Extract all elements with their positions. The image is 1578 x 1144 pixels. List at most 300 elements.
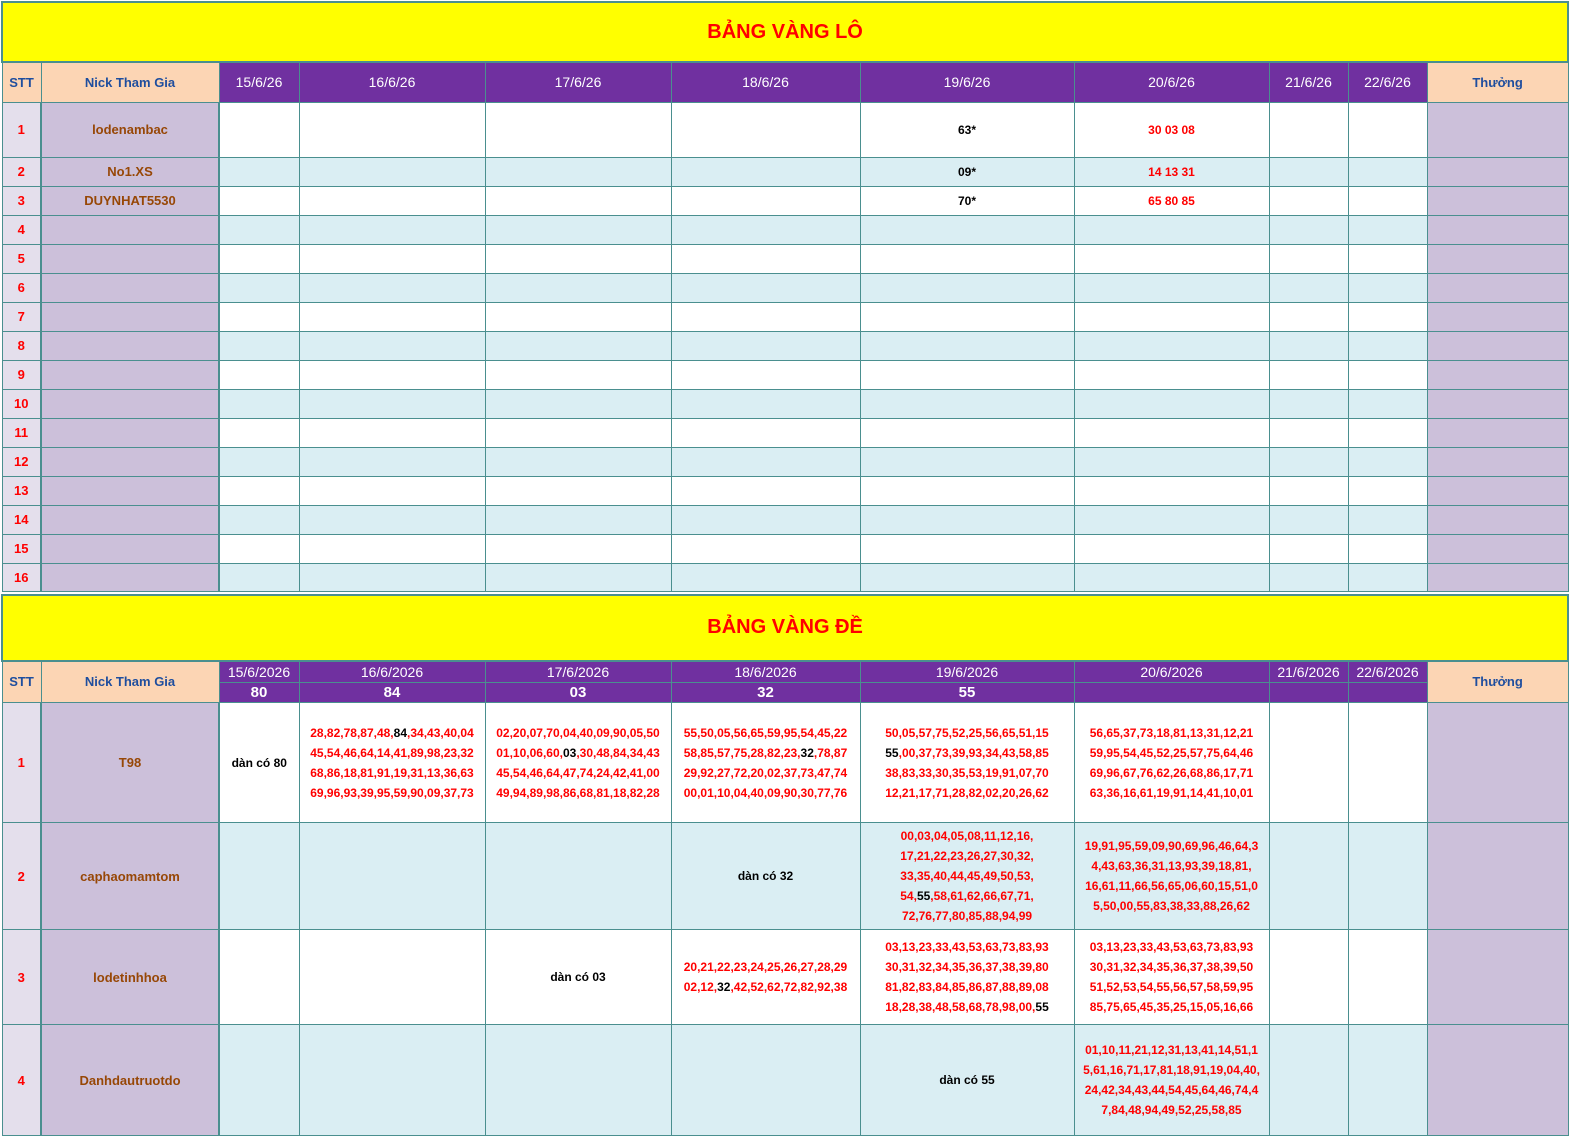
de-cell <box>1269 1025 1348 1136</box>
lo-cell <box>671 273 860 302</box>
row-thuong <box>1427 244 1568 273</box>
lo-cell <box>219 186 299 215</box>
lo-cell <box>299 302 485 331</box>
number-segment: ,78,87 <box>813 745 848 760</box>
de-cell <box>860 1025 1074 1136</box>
lo-header-date: 17/6/26 <box>485 62 671 102</box>
lo-header-date: 16/6/26 <box>299 62 485 102</box>
row-thuong <box>1427 302 1568 331</box>
number-list <box>300 723 485 803</box>
lo-cell <box>1269 186 1348 215</box>
de-cell <box>1348 703 1427 823</box>
number-segment: ,30,48,84,34,43 <box>576 745 660 760</box>
lo-cell <box>1269 563 1348 591</box>
de-cell <box>299 703 485 823</box>
row-nick: T98 <box>41 703 219 823</box>
de-header-nick: Nick Tham Gia <box>41 661 219 703</box>
number-segment: 5,61,16,71,17,81,18,91,19,04,40, <box>1083 1063 1260 1077</box>
lo-cell <box>1269 244 1348 273</box>
lo-cell <box>1269 157 1348 186</box>
lo-row <box>2 331 1568 360</box>
row-nick <box>41 447 219 476</box>
hit-number: 32 <box>800 745 814 760</box>
number-line <box>1077 1060 1267 1080</box>
number-line <box>863 977 1072 997</box>
lo-cell <box>671 102 860 157</box>
lo-cell <box>485 534 671 563</box>
lo-cell <box>485 302 671 331</box>
lo-cell <box>1074 244 1269 273</box>
lo-cell <box>860 273 1074 302</box>
de-cell <box>671 703 860 823</box>
row-thuong <box>1427 186 1568 215</box>
lo-cell <box>299 157 485 186</box>
number-segment: 17,21,22,23,26,27,30,32, <box>900 849 1034 863</box>
de-cell <box>485 703 671 823</box>
number-segment: 02,12, <box>683 980 718 994</box>
lo-cell <box>1269 302 1348 331</box>
de-cell <box>485 823 671 930</box>
de-cell <box>485 930 671 1025</box>
hit-number: 03 <box>562 745 577 760</box>
number-segment: ,58,61,62,66,67,71, <box>930 889 1034 903</box>
de-result: 03 <box>485 683 671 703</box>
lo-cell <box>1348 215 1427 244</box>
de-row <box>2 823 1568 930</box>
de-cell <box>671 823 860 930</box>
lo-table <box>1 1 1569 592</box>
number-list <box>1075 723 1269 803</box>
lo-cell <box>1348 302 1427 331</box>
lo-cell <box>299 186 485 215</box>
lo-cell <box>1074 331 1269 360</box>
number-line <box>863 937 1072 957</box>
de-cell <box>1074 823 1269 930</box>
de-cell <box>860 823 1074 930</box>
number-line <box>863 826 1072 846</box>
row-nick <box>41 476 219 505</box>
lo-cell <box>1348 389 1427 418</box>
de-row <box>2 703 1568 823</box>
lo-cell <box>1348 102 1427 157</box>
de-cell <box>1074 930 1269 1025</box>
lo-cell <box>1269 102 1348 157</box>
lo-cell <box>219 447 299 476</box>
number-line <box>863 783 1072 803</box>
number-list <box>672 957 860 997</box>
number-line <box>863 957 1072 977</box>
row-stt: 6 <box>2 273 41 302</box>
de-cell <box>485 1025 671 1136</box>
number-line <box>488 783 669 803</box>
lo-cell <box>299 476 485 505</box>
lo-cell <box>219 244 299 273</box>
number-segment: 63,36,16,61,19,91,14,41,10,01 <box>1089 785 1254 800</box>
lo-cell <box>485 447 671 476</box>
de-header-date: 19/6/2026 <box>860 661 1074 683</box>
de-cell <box>1269 823 1348 930</box>
lo-cell <box>485 331 671 360</box>
lo-cell <box>671 534 860 563</box>
lo-cell <box>671 215 860 244</box>
lo-header-row <box>2 62 1568 102</box>
row-nick <box>41 302 219 331</box>
number-segment: 01,10,06,60, <box>496 745 563 760</box>
lo-cell <box>1269 331 1348 360</box>
row-stt: 16 <box>2 563 41 591</box>
de-cell <box>299 1025 485 1136</box>
hit-number: 55 <box>885 745 899 760</box>
number-segment: 81,82,83,84,85,86,87,88,89,08 <box>885 980 1049 994</box>
number-line <box>302 763 483 783</box>
number-line <box>1077 957 1267 977</box>
de-header-date: 21/6/2026 <box>1269 661 1348 683</box>
lo-cell <box>219 331 299 360</box>
number-line <box>863 906 1072 926</box>
number-line <box>863 997 1072 1017</box>
lo-cell <box>299 215 485 244</box>
de-cell <box>1348 1025 1427 1136</box>
number-segment: 20,21,22,23,24,25,26,27,28,29 <box>683 960 848 974</box>
lo-cell: 70* <box>860 186 1074 215</box>
number-list <box>861 826 1074 926</box>
number-line <box>863 866 1072 886</box>
dan-label: dàn có 03 <box>550 970 606 984</box>
lo-cell <box>299 331 485 360</box>
lo-cell <box>1269 273 1348 302</box>
de-cell <box>1269 930 1348 1025</box>
lo-cell: 09* <box>860 157 1074 186</box>
row-stt: 8 <box>2 331 41 360</box>
lo-cell <box>671 447 860 476</box>
lo-cell <box>1269 476 1348 505</box>
lo-cell <box>1269 534 1348 563</box>
lo-cell <box>219 102 299 157</box>
lo-cell <box>485 102 671 157</box>
number-segment: 69,96,67,76,62,26,68,86,17,71 <box>1089 765 1254 780</box>
lo-cell <box>299 563 485 591</box>
row-thuong <box>1427 930 1568 1025</box>
number-list <box>861 937 1074 1017</box>
lo-cell <box>671 389 860 418</box>
number-line <box>674 763 858 783</box>
lo-header-date: 15/6/26 <box>219 62 299 102</box>
de-header-row <box>2 661 1568 683</box>
lo-cell <box>1348 534 1427 563</box>
number-line <box>1077 997 1267 1017</box>
lo-header-date: 19/6/26 <box>860 62 1074 102</box>
lo-cell <box>1348 476 1427 505</box>
number-list <box>486 723 671 803</box>
row-thuong <box>1427 215 1568 244</box>
number-segment: 72,76,77,80,85,88,94,99 <box>901 909 1033 923</box>
number-line <box>674 723 858 743</box>
lo-cell <box>860 302 1074 331</box>
hit-number: 84 <box>393 725 408 740</box>
lo-header-stt: STT <box>2 62 41 102</box>
lo-cell <box>1348 505 1427 534</box>
lo-cell: 30 03 08 <box>1074 102 1269 157</box>
lo-cell <box>671 360 860 389</box>
number-list <box>1075 1040 1269 1120</box>
row-stt: 14 <box>2 505 41 534</box>
de-result: 32 <box>671 683 860 703</box>
lo-cell <box>860 505 1074 534</box>
lo-cell <box>485 389 671 418</box>
lo-cell <box>219 563 299 591</box>
row-stt: 15 <box>2 534 41 563</box>
row-nick <box>41 418 219 447</box>
lo-cell <box>671 563 860 591</box>
lo-header-nick: Nick Tham Gia <box>41 62 219 102</box>
number-segment: 56,65,37,73,18,81,13,31,12,21 <box>1089 725 1254 740</box>
number-line <box>488 743 669 763</box>
lo-cell <box>671 186 860 215</box>
number-segment: 7,84,48,94,49,52,25,58,85 <box>1101 1103 1242 1117</box>
lo-row <box>2 157 1568 186</box>
number-line <box>1077 1080 1267 1100</box>
lo-cell <box>299 360 485 389</box>
de-header-date: 17/6/2026 <box>485 661 671 683</box>
lo-row <box>2 418 1568 447</box>
lo-row <box>2 302 1568 331</box>
lo-header-date: 21/6/26 <box>1269 62 1348 102</box>
number-segment: 45,54,46,64,47,74,24,42,41,00 <box>496 765 660 780</box>
number-segment: 01,10,11,21,12,31,13,41,14,51,1 <box>1085 1043 1258 1057</box>
row-thuong <box>1427 534 1568 563</box>
row-stt: 4 <box>2 1025 41 1136</box>
row-nick <box>41 331 219 360</box>
number-segment: 00,01,10,04,40,09,90,30,77,76 <box>683 785 848 800</box>
de-result <box>1269 683 1348 703</box>
lo-row <box>2 102 1568 157</box>
row-nick: lodetinhhoa <box>41 930 219 1025</box>
lo-cell <box>485 360 671 389</box>
row-nick: lodenambac <box>41 102 219 157</box>
lo-cell <box>860 563 1074 591</box>
lo-cell <box>671 302 860 331</box>
number-segment: 45,54,46,64,14,41,89,98,23,32 <box>310 745 474 760</box>
lo-cell <box>1348 273 1427 302</box>
row-nick: DUYNHAT5530 <box>41 186 219 215</box>
number-line <box>302 723 483 743</box>
lo-cell <box>485 476 671 505</box>
number-line <box>1077 896 1267 916</box>
row-stt: 7 <box>2 302 41 331</box>
number-line <box>1077 836 1267 856</box>
number-line <box>1077 1040 1267 1060</box>
dan-label: dàn có 80 <box>231 755 287 770</box>
de-result: 84 <box>299 683 485 703</box>
de-row <box>2 930 1568 1025</box>
de-header-date: 22/6/2026 <box>1348 661 1427 683</box>
number-segment: 19,91,95,59,09,90,69,96,46,64,3 <box>1084 839 1259 853</box>
de-cell <box>219 930 299 1025</box>
lo-row <box>2 534 1568 563</box>
number-segment: 49,94,89,98,86,68,81,18,82,28 <box>496 785 660 800</box>
number-list <box>1075 937 1269 1017</box>
number-line <box>488 723 669 743</box>
de-cell <box>860 703 1074 823</box>
lo-cell <box>860 418 1074 447</box>
lo-cell <box>1074 273 1269 302</box>
number-segment: 00,03,04,05,08,11,12,16, <box>900 829 1034 843</box>
number-segment: ,00,37,73,39,93,34,43,58,85 <box>898 745 1049 760</box>
row-thuong <box>1427 447 1568 476</box>
lo-cell <box>485 273 671 302</box>
number-segment: 58,85,57,75,28,82,23, <box>683 745 801 760</box>
lo-cell <box>299 418 485 447</box>
de-cell <box>299 823 485 930</box>
row-stt: 9 <box>2 360 41 389</box>
number-line <box>1077 977 1267 997</box>
number-line <box>1077 856 1267 876</box>
lo-cell <box>1074 534 1269 563</box>
number-segment: 85,75,65,45,35,25,15,05,16,66 <box>1089 1000 1254 1014</box>
de-header-thuong: Thưởng <box>1427 661 1568 703</box>
number-line <box>674 783 858 803</box>
row-nick <box>41 534 219 563</box>
lo-cell <box>1074 302 1269 331</box>
lo-cell <box>485 418 671 447</box>
lo-cell <box>485 505 671 534</box>
lo-cell <box>1348 447 1427 476</box>
row-thuong <box>1427 418 1568 447</box>
number-line <box>1077 937 1267 957</box>
number-line <box>1077 723 1267 743</box>
lo-cell <box>671 505 860 534</box>
row-nick <box>41 389 219 418</box>
number-segment: 02,20,07,70,04,40,09,90,05,50 <box>496 725 660 740</box>
de-cell <box>671 1025 860 1136</box>
number-segment: 03,13,23,33,43,53,63,73,83,93 <box>1089 940 1254 954</box>
lo-cell <box>299 102 485 157</box>
de-header-stt: STT <box>2 661 41 703</box>
lo-cell <box>219 505 299 534</box>
de-cell <box>219 1025 299 1136</box>
de-row <box>2 1025 1568 1136</box>
number-segment: 50,05,57,75,52,25,56,65,51,15 <box>885 725 1049 740</box>
number-line <box>1077 1100 1267 1120</box>
lo-header-date: 22/6/26 <box>1348 62 1427 102</box>
hit-number: 55 <box>916 889 931 903</box>
number-segment: 69,96,93,39,95,59,90,09,37,73 <box>310 785 474 800</box>
number-segment: 30,31,32,34,35,36,37,38,39,50 <box>1089 960 1254 974</box>
lo-cell <box>1269 389 1348 418</box>
lo-cell <box>1074 215 1269 244</box>
lo-cell <box>1348 186 1427 215</box>
row-thuong <box>1427 102 1568 157</box>
row-thuong <box>1427 389 1568 418</box>
lo-row <box>2 476 1568 505</box>
hit-number: 32 <box>717 980 731 994</box>
lo-cell <box>860 476 1074 505</box>
lo-cell <box>299 389 485 418</box>
de-cell <box>671 930 860 1025</box>
number-line <box>674 977 858 997</box>
lo-title: BẢNG VÀNG LÔ <box>2 2 1568 62</box>
lo-cell <box>485 215 671 244</box>
number-line <box>302 743 483 763</box>
number-segment: ,34,43,40,04 <box>407 725 474 740</box>
row-stt: 10 <box>2 389 41 418</box>
lo-cell <box>860 331 1074 360</box>
lo-row <box>2 215 1568 244</box>
number-line <box>863 846 1072 866</box>
lo-cell: 65 80 85 <box>1074 186 1269 215</box>
row-nick: No1.XS <box>41 157 219 186</box>
number-line <box>488 763 669 783</box>
number-line <box>1077 763 1267 783</box>
lo-cell <box>219 360 299 389</box>
lo-cell <box>860 360 1074 389</box>
de-cell <box>860 930 1074 1025</box>
lo-cell <box>1348 331 1427 360</box>
dan-label: dàn có 55 <box>939 1073 995 1087</box>
lo-row <box>2 447 1568 476</box>
number-segment: 5,50,00,55,83,38,33,88,26,62 <box>1093 899 1250 913</box>
number-segment: 16,61,11,66,56,65,06,60,15,51,0 <box>1085 879 1258 893</box>
row-stt: 3 <box>2 186 41 215</box>
number-line <box>863 743 1072 763</box>
lo-cell: 63* <box>860 102 1074 157</box>
lo-row <box>2 186 1568 215</box>
de-cell <box>219 823 299 930</box>
lo-cell <box>860 215 1074 244</box>
row-stt: 4 <box>2 215 41 244</box>
lo-row <box>2 389 1568 418</box>
lo-cell <box>299 505 485 534</box>
number-list <box>1075 836 1269 916</box>
number-segment: 38,83,33,30,35,53,19,91,07,70 <box>885 765 1049 780</box>
lo-cell <box>860 389 1074 418</box>
row-thuong <box>1427 476 1568 505</box>
lo-cell <box>1074 389 1269 418</box>
lo-cell: 14 13 31 <box>1074 157 1269 186</box>
de-result: 80 <box>219 683 299 703</box>
number-segment: 24,42,34,43,44,54,45,64,46,74,4 <box>1084 1083 1259 1097</box>
lo-cell <box>1074 476 1269 505</box>
number-line <box>674 957 858 977</box>
number-line <box>1077 876 1267 896</box>
row-nick: Danhdautruotdo <box>41 1025 219 1136</box>
lo-cell <box>860 534 1074 563</box>
lo-cell <box>299 534 485 563</box>
row-thuong <box>1427 505 1568 534</box>
number-line <box>863 723 1072 743</box>
number-segment: 29,92,27,72,20,02,37,73,47,74 <box>683 765 848 780</box>
row-stt: 3 <box>2 930 41 1025</box>
de-header-date: 18/6/2026 <box>671 661 860 683</box>
number-segment: 12,21,17,71,28,82,02,20,26,62 <box>885 785 1049 800</box>
lo-cell <box>219 389 299 418</box>
number-segment: 59,95,54,45,52,25,57,75,64,46 <box>1089 745 1254 760</box>
number-line <box>1077 743 1267 763</box>
number-segment: 51,52,53,54,55,56,57,58,59,95 <box>1089 980 1254 994</box>
lo-header-thuong: Thưởng <box>1427 62 1568 102</box>
number-segment: 28,82,78,87,48, <box>310 725 394 740</box>
de-cell <box>1074 703 1269 823</box>
lo-cell <box>1348 563 1427 591</box>
lo-cell <box>1348 157 1427 186</box>
de-result-row <box>2 683 1568 703</box>
de-cell <box>1348 823 1427 930</box>
row-thuong <box>1427 1025 1568 1136</box>
lo-cell <box>860 447 1074 476</box>
lo-body <box>2 102 1568 591</box>
lo-row <box>2 273 1568 302</box>
number-line <box>863 763 1072 783</box>
